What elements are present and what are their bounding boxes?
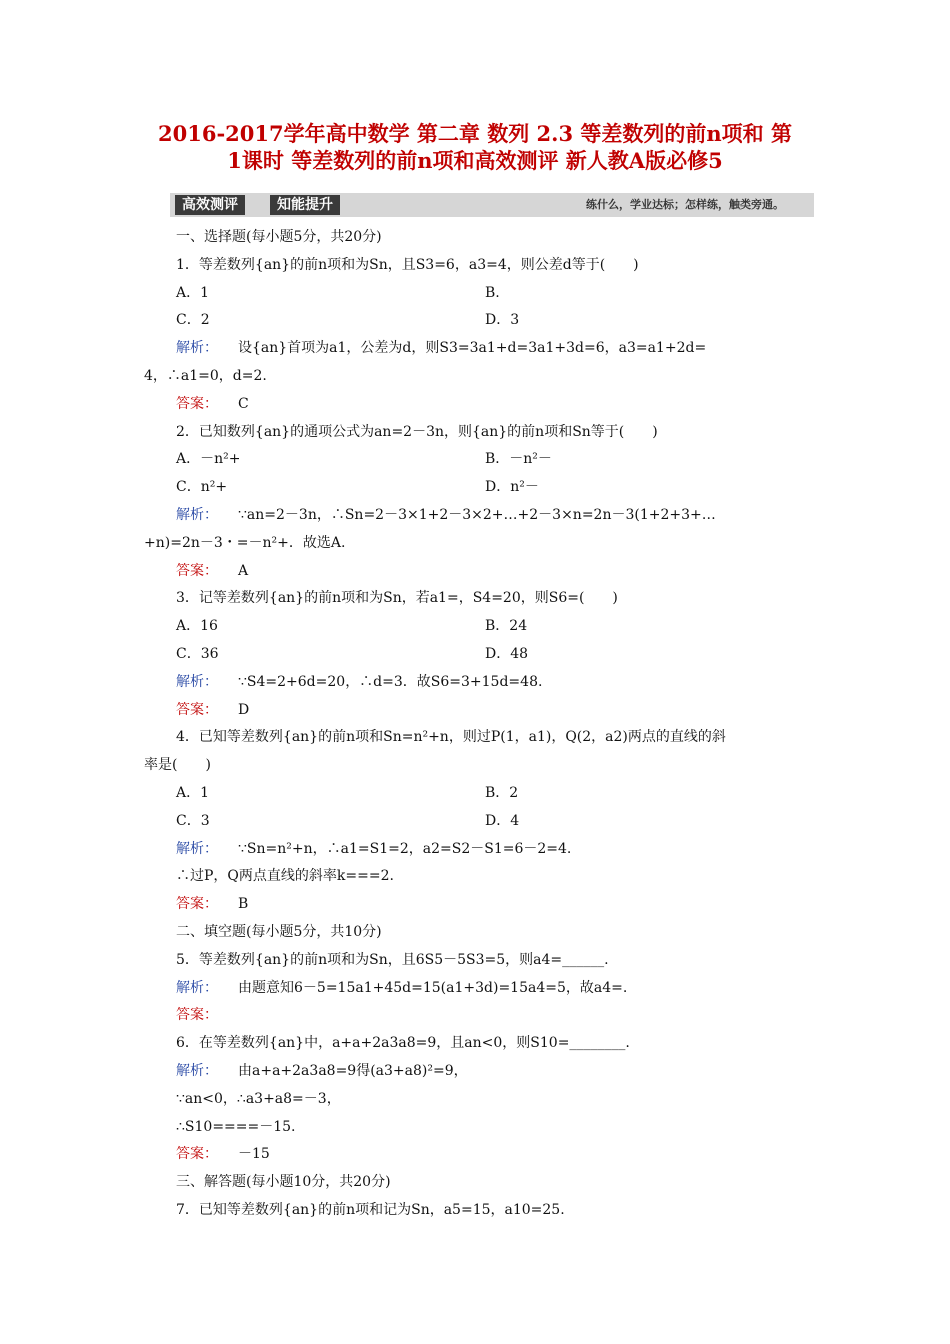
q4-options-row2 <box>144 808 807 836</box>
q1-analysis <box>144 335 807 363</box>
q4-option-b: B．2 <box>485 784 519 801</box>
q3-stem: 3．记等差数列{an}的前n项和为Sn，若a1=，S4=20，则S6=( ) <box>176 590 618 607</box>
q3-analysis <box>144 669 807 697</box>
answer-label: 答案： <box>176 562 218 579</box>
q2-options-row1 <box>144 446 807 474</box>
q5-analysis-text: 由题意知6－5=15a1+45d=15(a1+3d)=15a4=5，故a4=. <box>238 979 628 996</box>
q3-option-b: B．24 <box>485 618 528 635</box>
q2-analysis-cont: +n)=2n－3・=－n²+．故选A. <box>144 534 346 551</box>
q1-option-c: C．2 <box>176 312 210 329</box>
q4-option-a: A．1 <box>176 784 210 801</box>
q6-analysis-text: 由a+a+2a3a8=9得(a3+a8)²=9， <box>238 1062 468 1079</box>
answer-label: 答案： <box>176 701 218 718</box>
q2-options-row2 <box>144 474 807 502</box>
q2-stem: 2．已知数列{an}的通项公式为an=2－3n，则{an}的前n项和Sn等于( ) <box>176 423 658 440</box>
section-banner <box>170 193 814 217</box>
q3-option-d: D．48 <box>485 645 529 662</box>
q3-option-c: C．36 <box>176 645 219 662</box>
q1-option-b: B. <box>485 284 500 301</box>
q1-analysis-cont: 4，∴a1=0，d=2. <box>144 367 267 384</box>
q6-analysis <box>144 1058 807 1086</box>
section-heading-choice: 一、选择题(每小题5分，共20分) <box>176 229 382 245</box>
q1-options-row1 <box>144 280 807 308</box>
q4-stem: 4．已知等差数列{an}的前n项和Sn=n²+n，则过P(1，a1)，Q(2，a2)两点的直线的斜 <box>176 729 726 746</box>
document-title <box>90 120 860 174</box>
q3-options-row1 <box>144 613 807 641</box>
q6-analysis-cont2: ∴S10====－15. <box>176 1118 296 1135</box>
q2-option-a: A．－n²+ <box>176 451 241 468</box>
q6-answer <box>144 1141 807 1169</box>
section-heading-fill: 二、填空题(每小题5分，共10分) <box>176 923 382 940</box>
q3-answer <box>144 697 807 725</box>
q6-analysis-cont1: ∵an<0，∴a3+a8=－3， <box>176 1090 341 1107</box>
q6-stem: 6．在等差数列{an}中，a+a+2a3a8=9，且an<0，则S10=________. <box>176 1035 630 1052</box>
q4-analysis-cont: ∴过P，Q两点直线的斜率k===2. <box>176 868 394 885</box>
answer-label: 答案： <box>176 896 218 913</box>
q4-answer-value: B <box>238 896 249 913</box>
q2-option-c: C．n²+ <box>176 479 228 496</box>
analysis-label: 解析： <box>176 506 218 523</box>
q3-analysis-text: ∵S4=2+6d=20，∴d=3．故S6=3+15d=48. <box>238 673 543 690</box>
banner-tag-evaluation: 高效测评 <box>175 195 245 215</box>
banner-slogan: 练什么，学业达标；怎样练，触类旁通。 <box>586 198 784 211</box>
q6-answer-value: －15 <box>238 1146 270 1163</box>
q5-answer <box>144 1002 807 1030</box>
title-line-1: 2016-2017学年高中数学 第二章 数列 2.3 等差数列的前n项和 第 <box>158 121 792 146</box>
q4-option-c: C．3 <box>176 812 210 829</box>
q2-analysis-text: ∵an=2－3n，∴Sn=2－3×1+2－3×2+…+2－3×n=2n－3(1+2+3+… <box>238 506 716 523</box>
q5-analysis <box>144 975 807 1003</box>
analysis-label: 解析： <box>176 979 218 996</box>
answer-label: 答案： <box>176 1007 218 1024</box>
q2-option-b: B．－n²－ <box>485 451 552 468</box>
q4-stem-cont: 率是( ) <box>144 757 211 774</box>
analysis-label: 解析： <box>176 340 218 357</box>
q3-option-a: A．16 <box>176 618 218 635</box>
q2-analysis <box>144 502 807 530</box>
answer-label: 答案： <box>176 395 218 412</box>
q7-stem: 7．已知等差数列{an}的前n项和记为Sn，a5=15，a10=25. <box>176 1201 565 1218</box>
q3-options-row2 <box>144 641 807 669</box>
q4-analysis-text: ∵Sn=n²+n，∴a1=S1=2，a2=S2－S1=6－2=4. <box>238 840 572 857</box>
q1-answer <box>144 391 807 419</box>
document-body <box>144 224 807 1225</box>
q4-analysis <box>144 836 807 864</box>
q1-option-d: D．3 <box>485 312 520 329</box>
q4-option-d: D．4 <box>485 812 520 829</box>
q2-answer <box>144 558 807 586</box>
q5-stem: 5．等差数列{an}的前n项和为Sn，且6S5－5S3=5，则a4=______. <box>176 951 609 968</box>
analysis-label: 解析： <box>176 1062 218 1079</box>
q1-answer-value: C <box>238 395 249 412</box>
analysis-label: 解析： <box>176 673 218 690</box>
q1-stem: 1．等差数列{an}的前n项和为Sn，且S3=6，a3=4，则公差d等于( ) <box>176 256 639 273</box>
q2-option-d: D．n²－ <box>485 479 539 496</box>
banner-tag-improvement: 知能提升 <box>270 195 340 215</box>
analysis-label: 解析： <box>176 840 218 857</box>
answer-label: 答案： <box>176 1146 218 1163</box>
q1-analysis-text: 设{an}首项为a1，公差为d，则S3=3a1+d=3a1+3d=6，a3=a1+2d= <box>238 340 707 357</box>
q3-answer-value: D <box>238 701 250 718</box>
q4-answer <box>144 891 807 919</box>
title-line-2: 1课时 等差数列的前n项和高效测评 新人教A版必修5 <box>227 148 723 173</box>
q1-option-a: A．1 <box>176 284 210 301</box>
section-heading-solve: 三、解答题(每小题10分，共20分) <box>176 1174 391 1191</box>
q1-options-row2 <box>144 307 807 335</box>
q2-answer-value: A <box>238 562 249 579</box>
q4-options-row1 <box>144 780 807 808</box>
